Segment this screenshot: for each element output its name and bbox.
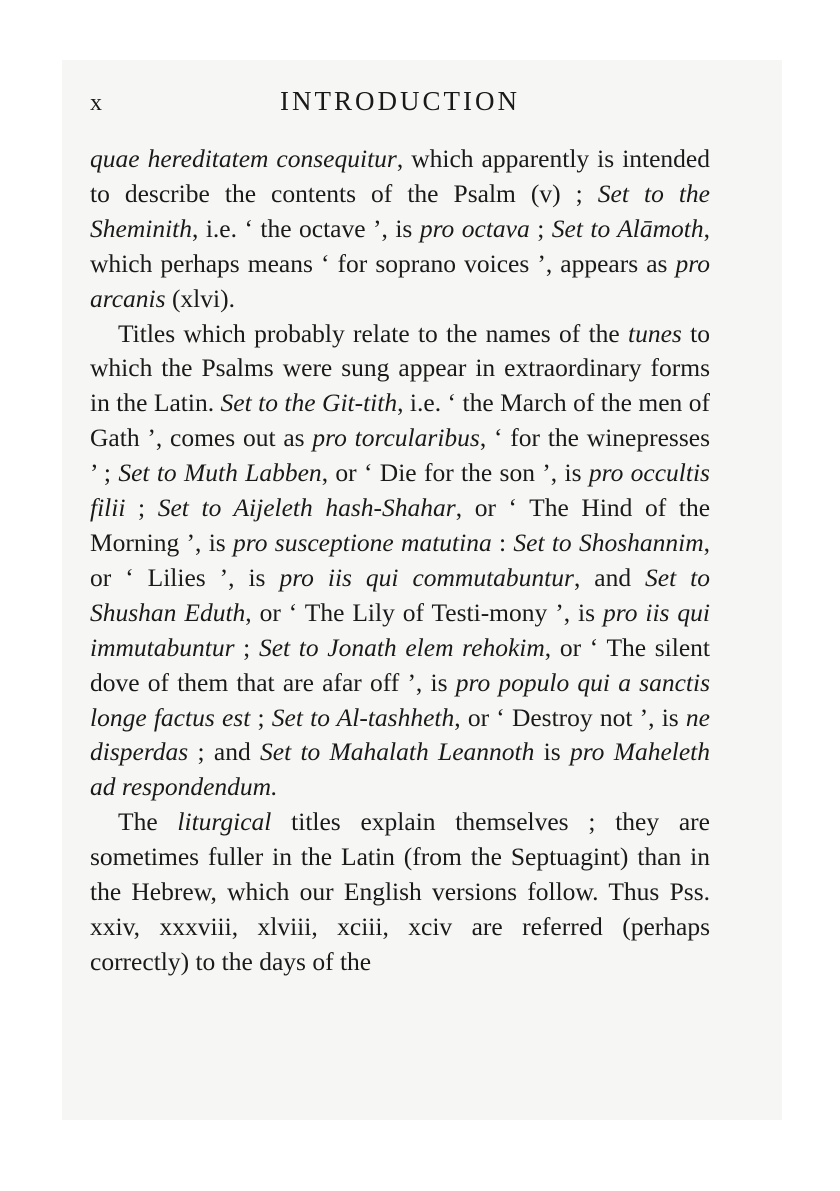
italic-text: Set to Al-tashheth xyxy=(271,702,455,732)
italic-text: Set to Alāmoth xyxy=(551,213,704,243)
text-run: to which the Psalms were sung appear in extraordinary forms in the Latin. xyxy=(90,318,710,418)
italic-text: quae hereditatem consequitur xyxy=(90,144,397,173)
italic-text: Set to Shushan Eduth xyxy=(90,562,710,627)
running-title: INTRODUCTION xyxy=(280,86,520,116)
text-run: , i.e. ‘ the octave ’, is xyxy=(192,213,420,243)
text-run: , which perhaps means ‘ for soprano voices ’, appears as xyxy=(90,213,711,278)
text-run: : xyxy=(491,527,514,557)
italic-text: tunes xyxy=(628,318,682,348)
italic-text: Set to the Sheminith xyxy=(90,178,711,243)
text-run: The xyxy=(118,807,178,837)
italic-text: Set to Shoshannim xyxy=(513,527,704,557)
text-run: ; xyxy=(234,632,259,662)
italic-text: Set to Jonath elem rehokim xyxy=(258,632,545,662)
italic-text: pro Maheleth ad respondendum. xyxy=(90,737,710,802)
italic-text: pro occultis filii xyxy=(90,458,710,523)
text-run: , or ‘ The Hind of the Morning ’, is xyxy=(90,493,711,557)
italic-text: Set to Muth Labben xyxy=(118,458,322,488)
italic-text: pro populo qui a sanctis longe factus est xyxy=(90,667,710,732)
italic-text: Set to Mahalath Leannoth xyxy=(260,737,535,767)
italic-text: pro iis qui immutabuntur xyxy=(90,597,711,662)
text-run: ; and xyxy=(188,737,260,767)
text-run: , or ‘ Destroy not ’, is xyxy=(454,702,686,732)
italic-text: pro susceptione matutina xyxy=(233,527,492,557)
paragraph xyxy=(90,142,710,317)
text-run: is xyxy=(534,737,570,767)
text-run: ; xyxy=(250,702,272,732)
italic-text: pro octava xyxy=(419,213,530,243)
text-run: (xlvi). xyxy=(165,283,235,313)
italic-text: pro torcularibus xyxy=(312,423,480,453)
italic-text: ne disperdas xyxy=(90,702,710,767)
page-number: x xyxy=(90,90,103,116)
text-run: , ‘ for the winepresses ’ ; xyxy=(90,423,711,488)
text-run: ; xyxy=(529,213,552,243)
text-run: , or ‘ The silent dove of them that are afar off ’, is xyxy=(90,632,711,697)
italic-text: pro arcanis xyxy=(90,248,710,313)
running-header xyxy=(90,86,710,126)
body-text xyxy=(90,142,710,980)
italic-text: Set to Aijeleth hash-Shahar xyxy=(157,493,456,523)
text-run: Titles which probably relate to the names of the xyxy=(118,318,629,348)
italic-text: pro iis qui commutabuntur xyxy=(279,562,574,592)
text-run: ; xyxy=(125,493,158,523)
text-run: , which apparently is intended to describe the contents of the Psalm (v) ; xyxy=(90,144,710,208)
text-run: , or ‘ Die for the son ’, is xyxy=(321,458,589,488)
text-run: , or ‘ The Lily of Testi-mony ’, is xyxy=(245,597,603,627)
paragraph xyxy=(90,317,710,806)
text-run: , or ‘ Lilies ’, is xyxy=(90,527,710,592)
paragraph xyxy=(90,805,710,980)
text-run: , i.e. ‘ the March of the men of Gath ’, comes out as xyxy=(90,388,710,453)
italic-text: liturgical xyxy=(177,807,272,837)
text-run: titles explain themselves ; they are sometimes fuller in the Latin (from the Septuagint) than in the Hebrew, which our English versions follow. Thus Pss. xxiv, xxxviii, xlviii, xciii, xciv are referred (perhaps correctly) to the days of the xyxy=(90,807,710,976)
text-run: , and xyxy=(573,562,646,592)
italic-text: Set to the Git-tith xyxy=(220,388,398,418)
